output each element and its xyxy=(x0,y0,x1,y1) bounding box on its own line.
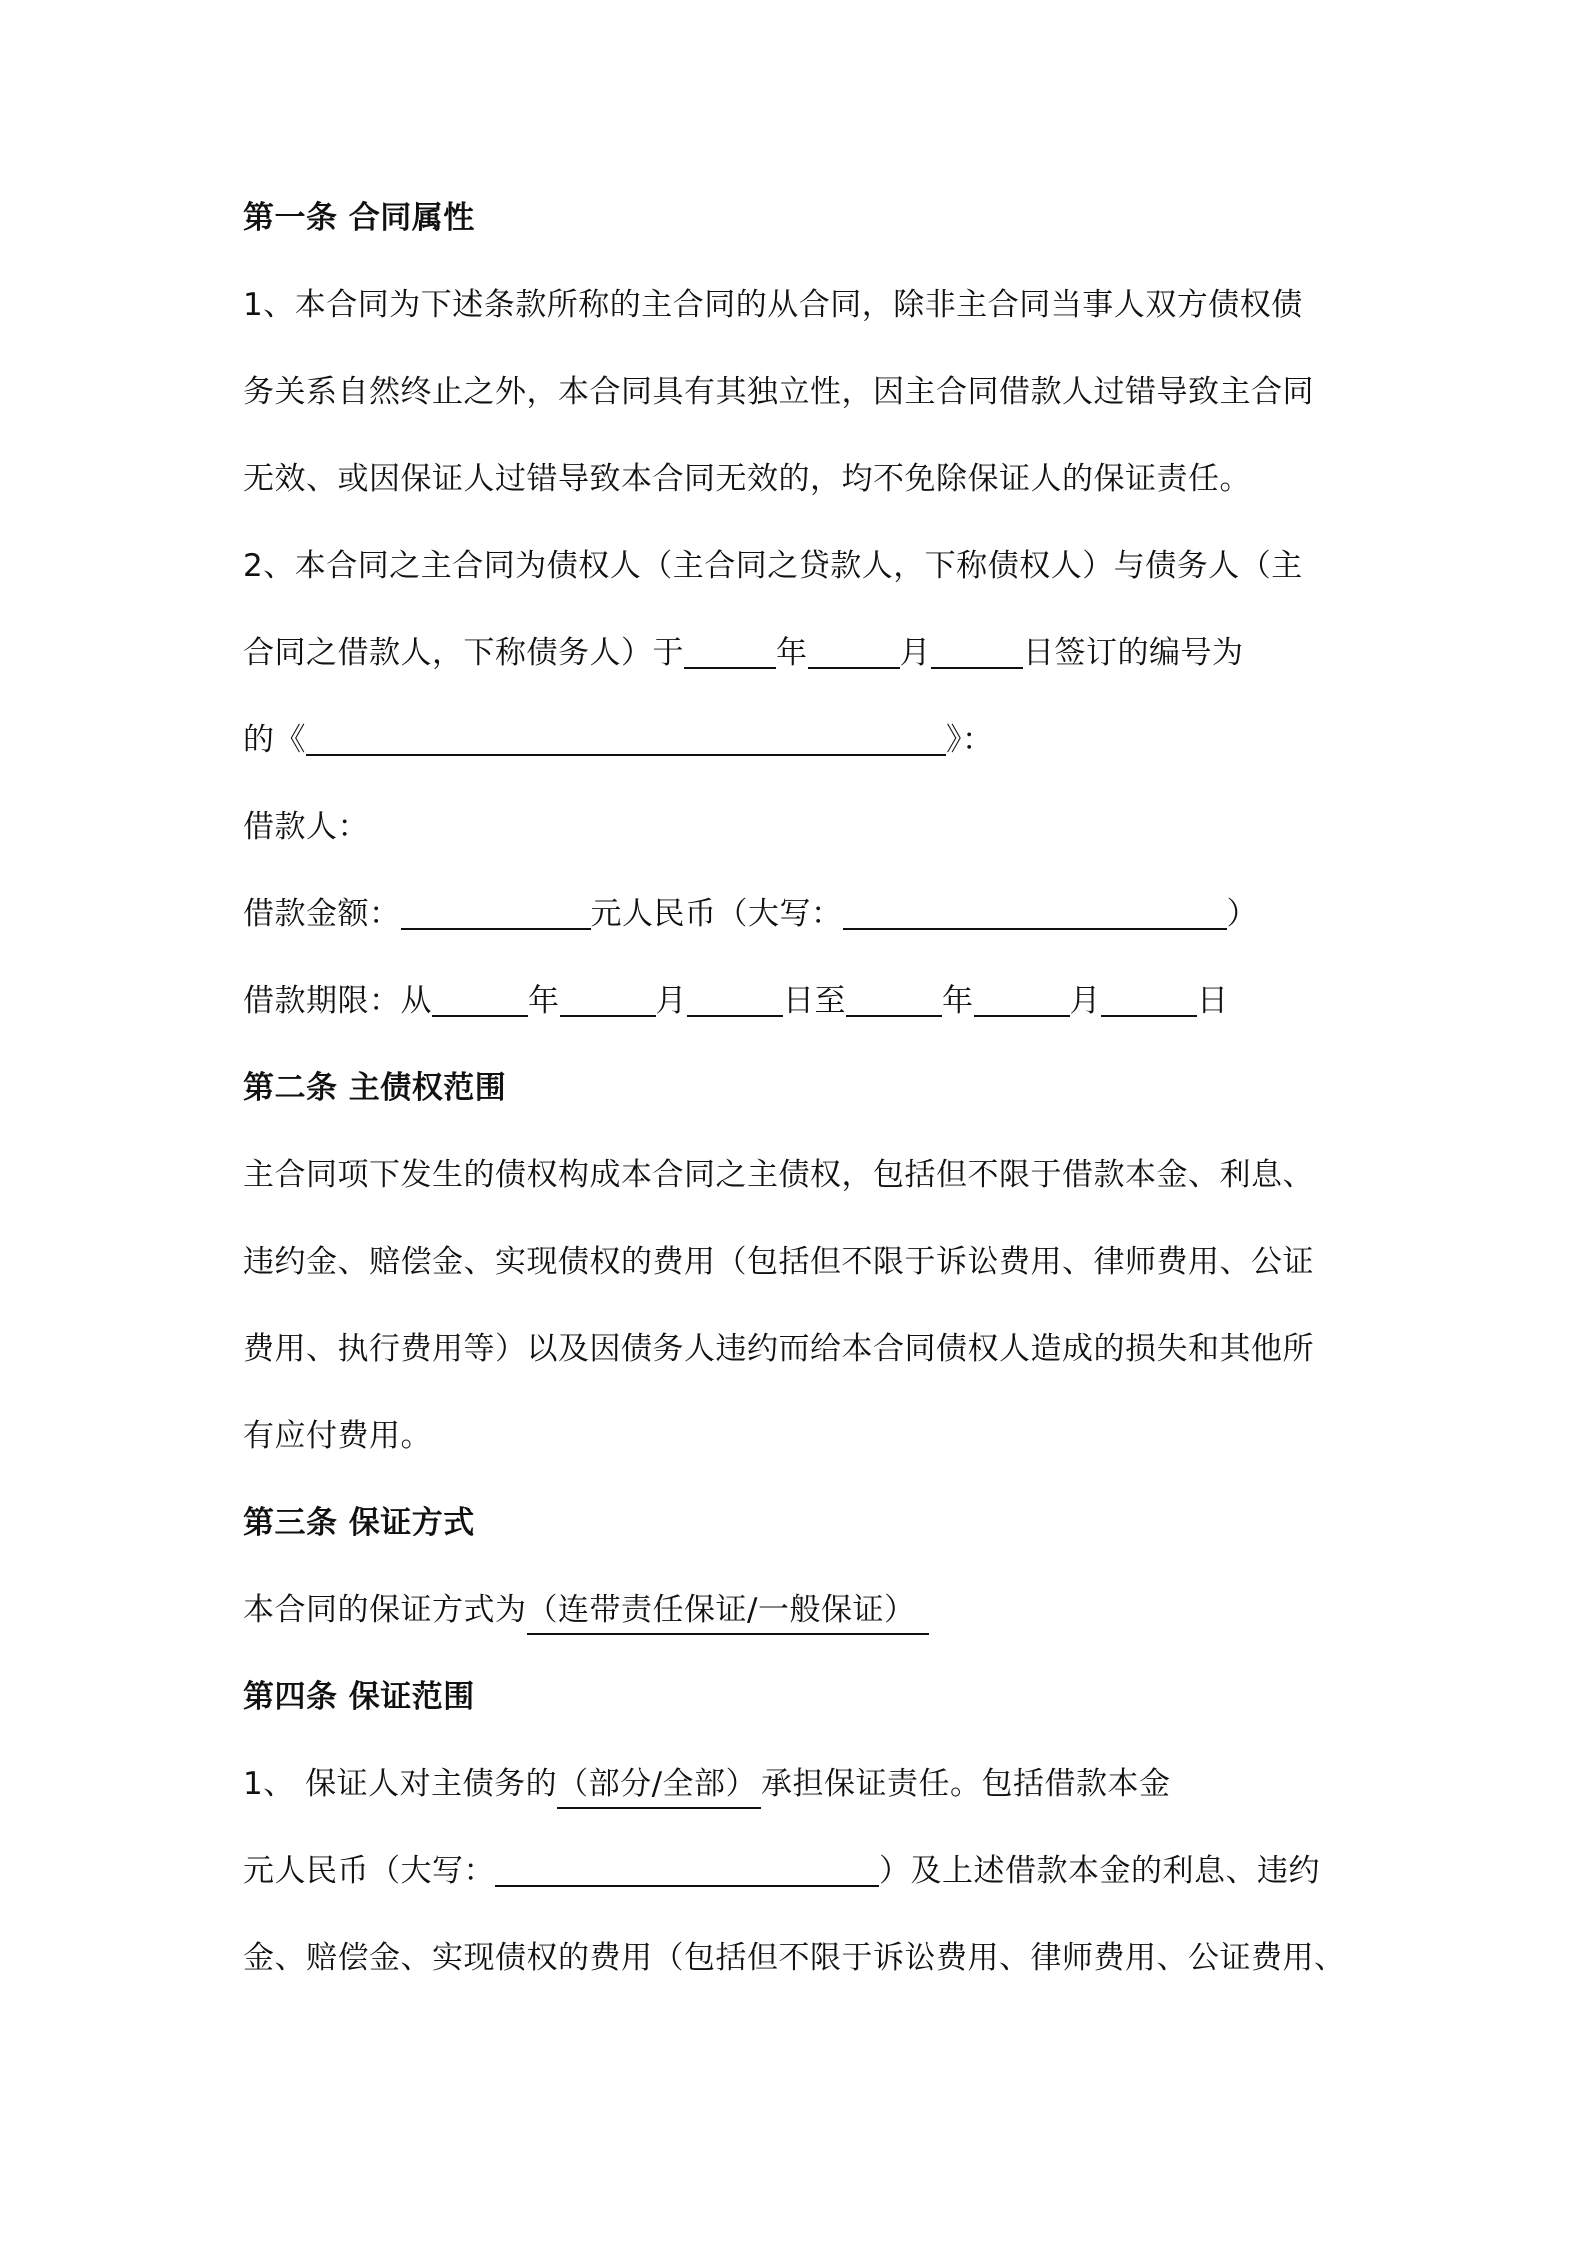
article1-p1-line1: 1、本合同为下述条款所称的主合同的从合同，除非主合同当事人双方债权债 xyxy=(243,287,1303,323)
guarantee-method-field[interactable]: （连带责任保证/一般保证） xyxy=(527,1587,930,1635)
month-label: 月 xyxy=(655,983,687,1019)
loan-amount-label: 借款金额： xyxy=(243,896,401,932)
principal-words-blank[interactable] xyxy=(495,1845,879,1887)
contract-name-blank[interactable] xyxy=(306,714,946,756)
article4-line3: 金、赔偿金、实现债权的费用（包括但不限于诉讼费用、律师费用、公证费用、 xyxy=(243,1940,1346,1976)
article1-heading: 第一条 合同属性 xyxy=(243,200,475,236)
day-to-label: 日至 xyxy=(783,983,846,1019)
article4-line2 xyxy=(243,1841,1320,1901)
signing-date-suffix: 日签订的编号为 xyxy=(1023,635,1244,671)
article2-line1: 主合同项下发生的债权构成本合同之主债权，包括但不限于借款本金、利息、 xyxy=(243,1157,1314,1193)
loan-term-label: 借款期限：从 xyxy=(243,983,432,1019)
year-label: 年 xyxy=(942,983,974,1019)
contract-name-suffix: 》： xyxy=(946,722,994,758)
principal-words-prefix: 元人民币（大写： xyxy=(243,1853,495,1889)
contract-name-prefix: 的《 xyxy=(243,722,306,758)
loan-amount-close: ） xyxy=(1226,896,1258,932)
month-label: 月 xyxy=(899,635,931,671)
article1-p1-line3: 无效、或因保证人过错导致本合同无效的，均不免除保证人的保证责任。 xyxy=(243,461,1251,497)
loan-amount-unit: 元人民币（大写： xyxy=(590,896,843,932)
loan-term-line xyxy=(243,971,1229,1031)
article1-p2-line1: 2、本合同之主合同为债权人（主合同之贷款人，下称债权人）与债务人（主 xyxy=(243,548,1303,584)
loan-amount-blank[interactable] xyxy=(401,888,591,930)
term-end-day-blank[interactable] xyxy=(1101,975,1197,1017)
month-label: 月 xyxy=(1069,983,1101,1019)
signing-day-blank[interactable] xyxy=(931,627,1023,669)
principal-words-suffix: ）及上述借款本金的利息、违约 xyxy=(879,1853,1320,1889)
term-end-year-blank[interactable] xyxy=(846,975,942,1017)
article3-line1 xyxy=(243,1580,929,1640)
article3-heading: 第三条 保证方式 xyxy=(243,1505,475,1541)
loan-amount-line xyxy=(243,884,1258,944)
article1-p2-line3 xyxy=(243,710,994,770)
borrower-line: 借款人： xyxy=(243,809,369,845)
signing-month-blank[interactable] xyxy=(808,627,900,669)
guarantee-method-label: 本合同的保证方式为 xyxy=(243,1592,527,1628)
term-end-month-blank[interactable] xyxy=(974,975,1070,1017)
signing-date-prefix: 合同之借款人，下称债务人）于 xyxy=(243,635,684,671)
loan-amount-words-blank[interactable] xyxy=(843,888,1227,930)
article1-p1-line2: 务关系自然终止之外，本合同具有其独立性，因主合同借款人过错导致主合同 xyxy=(243,374,1314,410)
guarantee-scope-field[interactable]: （部分/全部） xyxy=(557,1761,761,1809)
article4-line1 xyxy=(243,1754,1171,1814)
article2-line2: 违约金、赔偿金、实现债权的费用（包括但不限于诉讼费用、律师费用、公证 xyxy=(243,1244,1314,1280)
article2-heading: 第二条 主债权范围 xyxy=(243,1070,507,1106)
signing-year-blank[interactable] xyxy=(684,627,776,669)
term-start-day-blank[interactable] xyxy=(687,975,783,1017)
guarantee-scope-prefix: 1、 保证人对主债务的 xyxy=(243,1766,558,1802)
term-start-year-blank[interactable] xyxy=(432,975,528,1017)
article2-line4: 有应付费用。 xyxy=(243,1418,432,1454)
article2-line3: 费用、执行费用等）以及因债务人违约而给本合同债权人造成的损失和其他所 xyxy=(243,1331,1314,1367)
article1-p2-line2 xyxy=(243,623,1244,683)
day-label: 日 xyxy=(1197,983,1229,1019)
article4-heading: 第四条 保证范围 xyxy=(243,1679,475,1715)
year-label: 年 xyxy=(776,635,808,671)
guarantee-scope-suffix: 承担保证责任。包括借款本金 xyxy=(761,1766,1171,1802)
year-label: 年 xyxy=(528,983,560,1019)
term-start-month-blank[interactable] xyxy=(560,975,656,1017)
